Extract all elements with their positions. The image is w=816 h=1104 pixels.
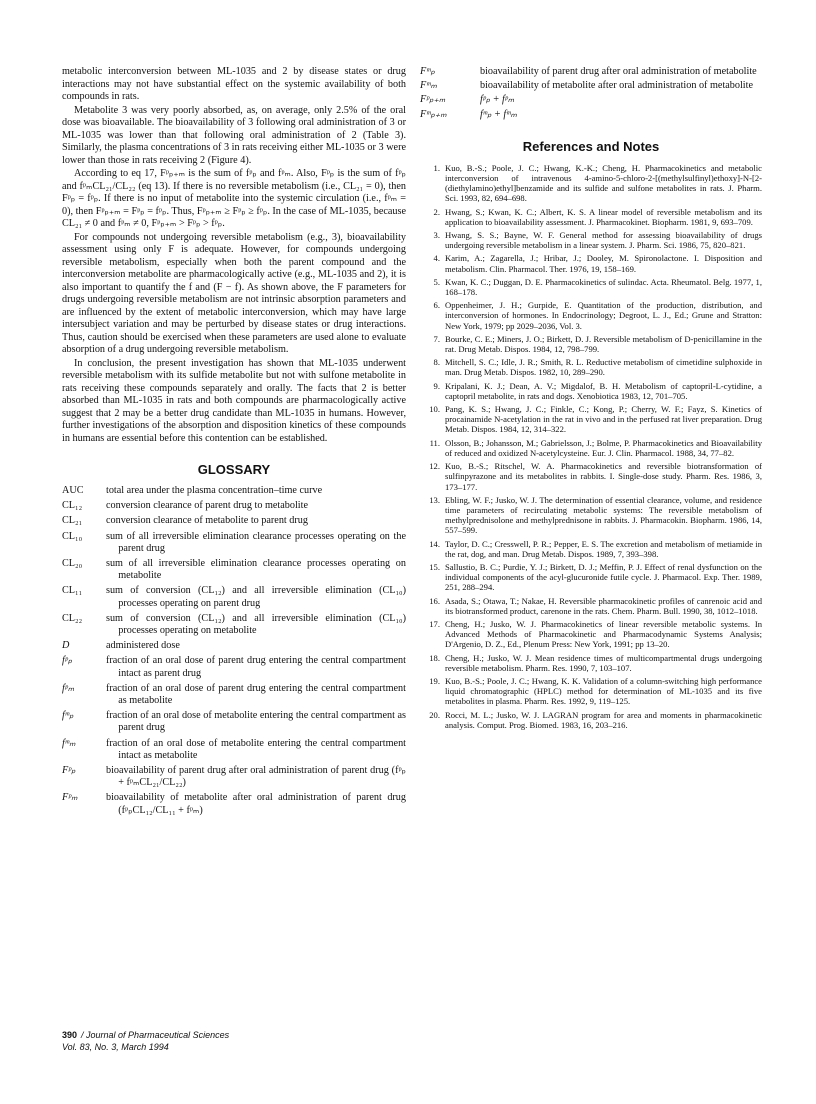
reference-number: 20. bbox=[429, 709, 440, 720]
glossary-definition: conversion clearance of metabolite to parent drug bbox=[106, 515, 308, 527]
glossary-definition: fraction of an oral dose of metabolite entering the central compartment intact as metabolite bbox=[106, 737, 406, 761]
reference-text: Rocci, M. L.; Jusko, W. J. LAGRAN program for area and moments in pharmacokinetic analysis. Comput. Prog. Biomed. 1983, 16, 203–216. bbox=[445, 709, 762, 730]
reference-number: 13. bbox=[429, 494, 440, 505]
glossary-definition: fraction of an oral dose of parent drug entering the central compartment intact as parent drug bbox=[106, 655, 406, 679]
reference-text: Sallustio, B. C.; Purdie, Y. J.; Birkett, D. J.; Meffin, P. J. Effect of renal dysfunction on the individual components of the acyl-glucuronide futile cycle. J. Pharmacol. Exp. Ther. 1989, 251, 288–294. bbox=[445, 561, 762, 593]
glossary-definition: conversion clearance of parent drug to metabolite bbox=[106, 500, 308, 512]
reference-number: 10. bbox=[429, 404, 440, 415]
page-number: 390 bbox=[62, 1030, 78, 1040]
glossary-entry bbox=[62, 640, 406, 652]
reference-item bbox=[420, 381, 762, 401]
reference-item bbox=[420, 676, 762, 707]
glossary-definition: bioavailability of metabolite after oral administration of parent drug (fᵖₚCL₁₂/CL₁₁ + fᵖₘ) bbox=[106, 792, 406, 816]
glossary-entry bbox=[420, 66, 762, 78]
reference-item bbox=[420, 163, 762, 204]
glossary-definition: fraction of an oral dose of parent drug entering the central compartment as metabolite bbox=[106, 682, 406, 707]
glossary-term: Fᵐₚ bbox=[420, 66, 435, 77]
glossary-term: CL₂₁ bbox=[62, 515, 83, 527]
glossary-term: CL₂₀ bbox=[62, 558, 83, 570]
glossary-term: Fᵖₚ₊ₘ bbox=[420, 94, 446, 106]
reference-text: Kripalani, K. J.; Dean, A. V.; Migdalof, B. H. Metabolism of captopril-L-cytidine, a captopril metabolite, in rats and dogs. Xenobiotica 1983, 12, 701–705. bbox=[445, 380, 762, 401]
reference-item bbox=[420, 230, 762, 250]
glossary-term: Fᵐₚ₊ₘ bbox=[420, 108, 447, 120]
glossary-entry bbox=[62, 738, 406, 762]
glossary-definition: bioavailability of parent drug after oral administration of metabolite bbox=[480, 66, 757, 77]
glossary-entry bbox=[62, 500, 406, 512]
glossary-definition: sum of conversion (CL₁₂) and all irreversible elimination (CL₁₀) processes operating on metabolite bbox=[106, 612, 406, 637]
reference-number: 18. bbox=[429, 652, 440, 663]
reference-number: 12. bbox=[429, 461, 440, 472]
glossary-entry bbox=[62, 613, 406, 637]
reference-number: 3. bbox=[433, 230, 440, 241]
glossary-term: AUC bbox=[62, 485, 84, 496]
reference-item bbox=[420, 710, 762, 730]
reference-number: 16. bbox=[429, 595, 440, 606]
reference-text: Taylor, D. C.; Cresswell, P. R.; Pepper, E. S. The excretion and metabolism of metiamide in the rat, dog, and man. Drug Metab. Dispos. 1989, 7, 393–398. bbox=[445, 538, 762, 559]
reference-item bbox=[420, 334, 762, 354]
glossary-definition: bioavailability of metabolite after oral administration of metabolite bbox=[480, 80, 753, 92]
paragraph: Metabolite 3 was very poorly absorbed, as, on average, only 2.5% of the oral dose was bioavailable. The bioavailability of 3 following oral administration of 3 or ML-1035 was lower than that following oral administration of 2 (Table 3). Similarly, the plasma concentrations of 3 in rats receiving either ML-1035 or 3 were lower than those in rats receiving 2 (Figure 4). bbox=[62, 104, 406, 166]
glossary-heading: GLOSSARY bbox=[197, 462, 271, 477]
reference-text: Cheng, H.; Jusko, W. J. Mean residence times of multicompartmental drugs undergoing reversible metabolism. Pharm. Res. 1990, 7, 103–107. bbox=[445, 652, 762, 673]
references-heading: References and Notes bbox=[522, 138, 660, 154]
reference-item bbox=[420, 653, 762, 673]
glossary-entry bbox=[62, 765, 406, 789]
reference-number: 5. bbox=[433, 276, 440, 287]
glossary-entry bbox=[62, 655, 406, 679]
paragraph: In conclusion, the present investigation has shown that ML-1035 underwent reversible metabolism with its sulfide metabolite but not with sulfone metabolite in rats receiving these compounds separately and orally. The facts that 2 is better absorbed than ML-1035 in rats and both compounds are pharmacologically active suggest that 2 may be a better drug candidate than ML-1035 in humans. However, further investigations of the absorption and disposition kinetics of these compounds in humans are essential before this contention can be established. bbox=[62, 357, 406, 444]
glossary-entry bbox=[62, 515, 406, 527]
paragraph: For compounds not undergoing reversible metabolism (e.g., 3), bioavailability assessment using only F is adequate. However, for compounds undergoing reversible metabolism, especially when both the parent compound and the interconversion metabolite are pharmacologically active (e.g., ML-1035 and 2), it is also important to quantify the f and (F − f). As shown above, the F parameters for drugs undergoing reversible metabolism are not intrinsic absorption parameters and are influenced by the extent of metabolic interconversion, which may have large intersubject variation and may be perturbed by disease states or drug interactions. Thus, caution should be exercised when these parameters are used alone to evaluate absorption of a drug undergoing reversible metabolism. bbox=[62, 231, 406, 355]
reference-number: 19. bbox=[429, 675, 440, 686]
reference-text: Kuo, B.-S.; Poole, J. C.; Hwang, K.-K.; Cheng, H. Pharmacokinetics and metabolic interconversion of intravenous 4-amino-5-chloro-2-[(methylsulfinyl)ethoxy]-N-[2-(diethylamino)ethyl]benzamide and its sulfide and sulfone metabolites in rats. J. Pharm. Sci. 1993, 82, 694–698. bbox=[445, 162, 762, 204]
reference-item bbox=[420, 277, 762, 297]
reference-text: Ebling, W. F.; Jusko, W. J. The determination of essential clearance, volume, and residence time parameters of recirculating metabolic systems: The reversible metabolism of methylprednisolone and methylprednisone in rabbits. J. Pharmacokin. Biopharm. 1986, 14, 557–599. bbox=[445, 494, 762, 536]
reference-number: 7. bbox=[433, 333, 440, 344]
glossary-definition: administered dose bbox=[106, 640, 180, 652]
glossary-term: D bbox=[62, 640, 70, 652]
glossary-entry bbox=[420, 109, 762, 121]
glossary-term: CL₁₀ bbox=[62, 530, 83, 542]
reference-item bbox=[420, 495, 762, 536]
reference-text: Mitchell, S. C.; Idle, J. R.; Smith, R. L. Reductive metabolism of cimetidine sulphoxide in man. Drug Metab. Dispos. 1982, 10, 289–290. bbox=[445, 357, 762, 378]
references-list bbox=[420, 163, 762, 730]
glossary-definition: fᵐₚ + fᵐₘ bbox=[480, 108, 517, 120]
reference-item bbox=[420, 253, 762, 273]
reference-number: 11. bbox=[429, 437, 440, 448]
glossary-term: fᵖₘ bbox=[62, 682, 75, 694]
glossary-entry bbox=[62, 792, 406, 816]
reference-item bbox=[420, 539, 762, 559]
glossary-definition: fᵖₚ + fᵖₘ bbox=[480, 94, 515, 106]
glossary-entry bbox=[62, 531, 406, 555]
glossary-term: fᵖₚ bbox=[62, 655, 73, 667]
glossary-entry bbox=[62, 585, 406, 609]
body-text bbox=[62, 66, 406, 445]
reference-item bbox=[420, 207, 762, 227]
reference-item bbox=[420, 596, 762, 616]
glossary-continued bbox=[420, 66, 762, 121]
reference-item bbox=[420, 404, 762, 435]
reference-item bbox=[420, 438, 762, 458]
glossary-entry bbox=[62, 710, 406, 734]
reference-item bbox=[420, 562, 762, 593]
reference-text: Pang, K. S.; Hwang, J. C.; Finkle, C.; Kong, P.; Cherry, W. F.; Fayz, S. Kinetics of procainamide N-acetylation in the rat in vivo and in the perfused rat liver preparation. Drug Metab. Dispos. 1984, 12, 314–322. bbox=[445, 404, 762, 435]
reference-text: Cheng, H.; Jusko, W. J. Pharmacokinetics of linear reversible metabolic systems. In Advanced Methods of Pharmacokinetic and Pharmacodynamic Systems Analysis; D'Argenio, D. Z., Ed., Plenum Press: New York, 1991; pp 13–20. bbox=[445, 618, 762, 650]
glossary-term: CL₁₁ bbox=[62, 585, 83, 597]
reference-number: 17. bbox=[429, 618, 440, 629]
glossary-definition: sum of all irreversible elimination clearance processes operating on metabolite bbox=[106, 558, 406, 582]
reference-number: 9. bbox=[433, 380, 440, 391]
reference-number: 6. bbox=[433, 300, 440, 311]
reference-number: 14. bbox=[429, 538, 440, 549]
glossary-term: CL₂₂ bbox=[62, 612, 83, 624]
glossary-list bbox=[62, 485, 406, 817]
glossary-entry bbox=[420, 94, 762, 106]
reference-number: 8. bbox=[433, 357, 440, 368]
right-column bbox=[420, 66, 762, 733]
journal-name: / Journal of Pharmaceutical Sciences bbox=[81, 1030, 230, 1040]
footer-line-1 bbox=[62, 1030, 229, 1042]
reference-text: Bourke, C. E.; Miners, J. O.; Birkett, D. J. Reversible metabolism of D-penicillamine in the rat. Drug Metab. Dispos. 1984, 12, 798–799. bbox=[445, 333, 762, 355]
glossary-entry bbox=[62, 485, 406, 497]
reference-item bbox=[420, 619, 762, 650]
reference-item bbox=[420, 461, 762, 492]
reference-item bbox=[420, 300, 762, 331]
reference-number: 15. bbox=[429, 561, 440, 572]
glossary-entry bbox=[420, 80, 762, 92]
reference-number: 4. bbox=[433, 253, 440, 264]
glossary-entry bbox=[62, 683, 406, 707]
reference-text: Kwan, K. C.; Duggan, D. E. Pharmacokinetics of sulindac. Acta. Rheumatol. Belg. 1977, 1, 168–178. bbox=[445, 276, 762, 298]
reference-text: Kuo, B.-S.; Poole, J. C.; Hwang, K. K. Validation of a column-switching high performance liquid chromatographic (HPLC) method for determination of ML-1035 and its five metabolites in plasma. Pharm. Res. 1992, 9, 119–125. bbox=[445, 675, 762, 707]
reference-text: Olsson, B.; Johansson, M.; Gabrielsson, J.; Bolme, P. Pharmacokinetics and Bioavailability of reduced and oxidized N-acetylcysteine. Eur. J. Clin. Pharmacol. 1988, 34, 77–82. bbox=[445, 437, 762, 458]
glossary-definition: fraction of an oral dose of metabolite entering the central compartment as parent drug bbox=[106, 710, 406, 734]
paragraph: According to eq 17, Fᵖₚ₊ₘ is the sum of fᵖₚ and fᵖₘ. Also, Fᵖₚ is the sum of fᵖₚ and fᵖₘCL₂₁/CL₂₂ (eq 13). If there is no reversible metabolism (i.e., CL₂₁ = 0), then Fᵖₚ = fᵖₚ. If there is no input of metabolite into the systemic circulation (i.e., fᵖₘ = 0), then Fᵖₚ₊ₘ = Fᵖₚ = fᵖₚ. Thus, Fᵖₚ₊ₘ ≥ Fᵖₚ ≥ fᵖₚ. In the case of ML-1035, because CL₂₁ ≠ 0 and fᵖₘ ≠ 0, Fᵖₚ₊ₘ > Fᵖₚ > fᵖₚ. bbox=[62, 168, 406, 229]
glossary-term: Fᵐₘ bbox=[420, 80, 437, 92]
glossary-term: fᵐₚ bbox=[62, 710, 74, 722]
glossary-definition: sum of all irreversible elimination clearance processes operating on the parent drug bbox=[106, 530, 406, 554]
glossary-definition: sum of conversion (CL₁₂) and all irreversible elimination (CL₁₀) processes operating on parent drug bbox=[106, 585, 406, 609]
glossary-definition: total area under the plasma concentration–time curve bbox=[106, 485, 323, 496]
glossary-term: Fᵖₘ bbox=[62, 792, 78, 804]
paragraph: metabolic interconversion between ML-1035 and 2 by disease states or drug interactions may not have substantial effect on the systemic availability of both compounds in rats. bbox=[62, 66, 406, 102]
reference-item bbox=[420, 357, 762, 377]
reference-text: Hwang, S.; Kwan, K. C.; Albert, K. S. A linear model of reversible metabolism and its application to bioavailability assessment. J. Pharmacokinet. Biopharm. 1981, 9, 693–709. bbox=[445, 206, 762, 227]
reference-number: 1. bbox=[433, 162, 440, 173]
reference-text: Oppenheimer, J. H.; Gurpide, E. Quantitation of the production, distribution, and interconversion of hormones. In Endocrinology; Degroot, L. J., Ed.; Grune and Stratton: New York, 1979; pp 2029–2036, Vol. 3. bbox=[445, 300, 762, 331]
reference-text: Hwang, S. S.; Bayne, W. F. General method for assessing bioavailability of drugs undergoing reversible metabolism in a linear system. J. Pharm. Sci. 1986, 75, 820–821. bbox=[445, 230, 762, 251]
glossary-entry bbox=[62, 558, 406, 582]
glossary-term: Fᵖₚ bbox=[62, 765, 76, 777]
journal-issue: Vol. 83, No. 3, March 1994 bbox=[62, 1041, 169, 1052]
reference-text: Asada, S.; Otawa, T.; Nakae, H. Reversible pharmacokinetic profiles of canrenoic acid and its biotransformed product, carenone in the rats. Chem. Pharm. Bull. 1990, 38, 1012–1018. bbox=[445, 595, 762, 616]
reference-text: Karim, A.; Zagarella, J.; Hribar, J.; Dooley, M. Spironolactone. I. Disposition and metabolism. Clin. Pharmacol. Ther. 1976, 19, 158–169. bbox=[445, 253, 762, 274]
reference-number: 2. bbox=[433, 206, 440, 217]
reference-text: Kuo, B.-S.; Ritschel, W. A. Pharmacokinetics and reversible biotransformation of sulfinpyrazone and its metabolites in rabbits. I. Single-dose study. Pharm. Res. 1986, 3, 173–177. bbox=[445, 461, 762, 492]
glossary-term: CL₁₂ bbox=[62, 500, 83, 512]
glossary-definition: bioavailability of parent drug after oral administration of parent drug (fᵖₚ + fᵖₘCL₂₁/CL₂₂) bbox=[106, 765, 406, 789]
page-footer bbox=[62, 1030, 229, 1053]
left-column bbox=[62, 66, 406, 820]
glossary-term: fᵐₘ bbox=[62, 737, 76, 749]
